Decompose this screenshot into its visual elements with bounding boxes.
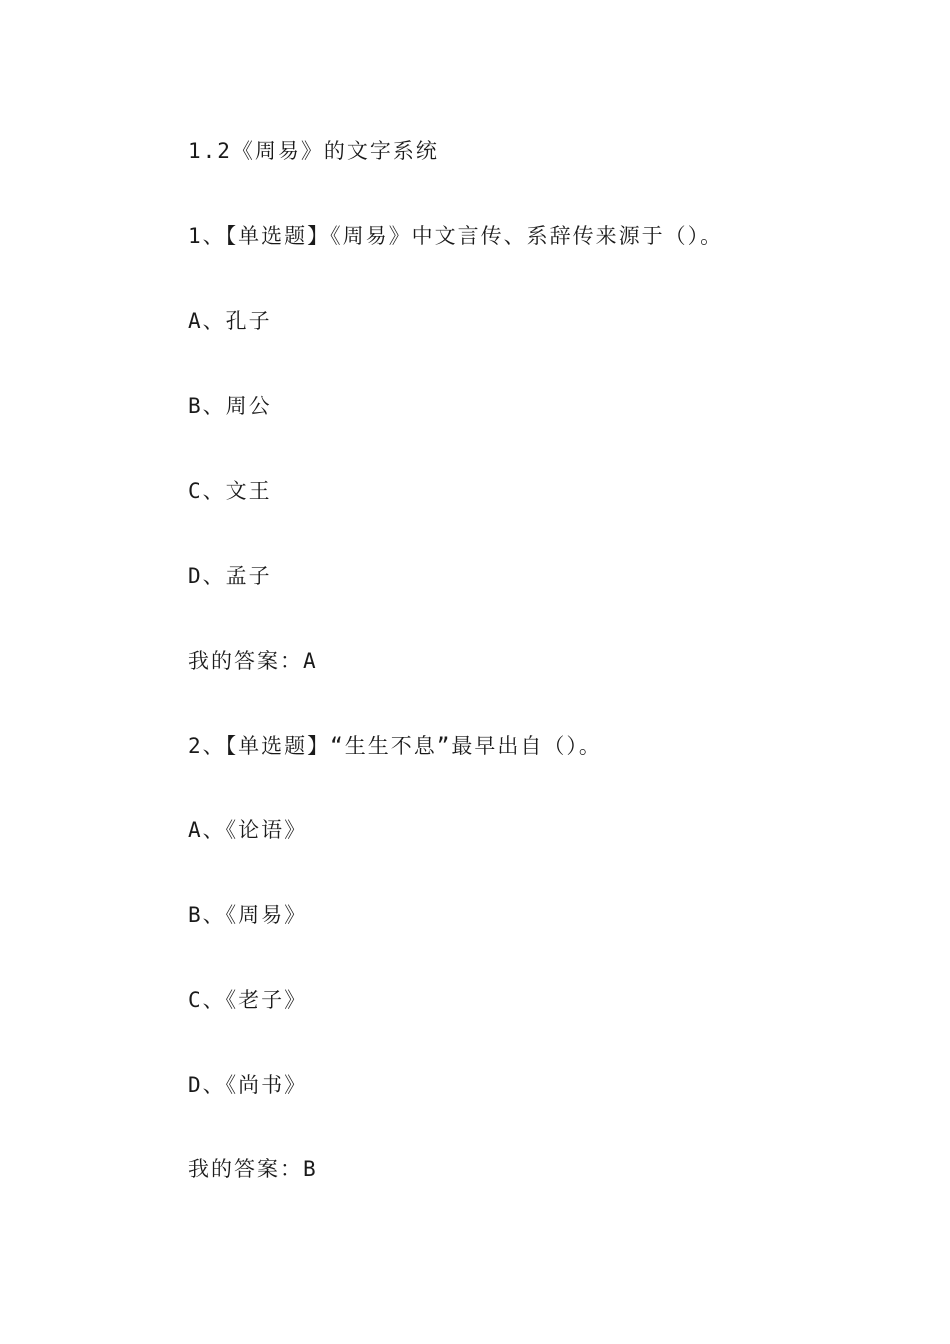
question-2-stem: 2、【单选题】“生生不息”最早出自（）。 — [188, 734, 602, 758]
question-2-option-d: D、《尚书》 — [188, 1073, 308, 1097]
question-2-option-c: C、《老子》 — [188, 988, 308, 1012]
question-1-option-d: D、孟子 — [188, 564, 272, 588]
question-1-option-a: A、孔子 — [188, 309, 272, 333]
question-1-option-b: B、周公 — [188, 394, 272, 418]
question-2-option-a: A、《论语》 — [188, 818, 308, 842]
question-2-answer: 我的答案：B — [188, 1157, 318, 1181]
section-title: 1.2《周易》的文字系统 — [188, 139, 439, 163]
question-1-stem: 1、【单选题】《周易》中文言传、系辞传来源于（）。 — [188, 224, 724, 248]
question-1-answer: 我的答案：A — [188, 649, 318, 673]
question-2-option-b: B、《周易》 — [188, 903, 308, 927]
question-1-option-c: C、文王 — [188, 479, 272, 503]
